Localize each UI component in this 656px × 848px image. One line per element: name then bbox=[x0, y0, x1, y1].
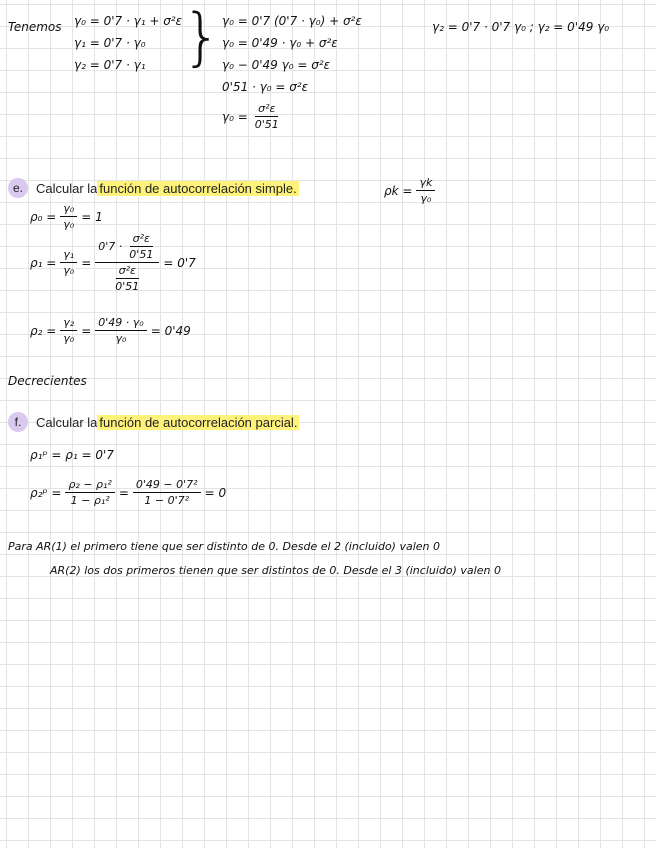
rho1-fraction bbox=[60, 248, 77, 277]
pacf-lag2-num-2: 0'49 − 0'7² bbox=[133, 478, 201, 493]
pacf-lag2-fraction bbox=[65, 478, 114, 507]
section-f-badge: f. bbox=[8, 412, 28, 432]
section-e-title bbox=[8, 178, 299, 198]
rho2-result: = 0'49 bbox=[150, 323, 191, 338]
rho0-equation bbox=[30, 202, 103, 231]
acf-def-lhs: ρk = bbox=[384, 183, 413, 198]
pacf-lag2-den: 1 − ρ₁² bbox=[70, 494, 110, 507]
rho1-result: = 0'7 bbox=[163, 255, 196, 270]
derivation-step-3: γ₀ − 0'49 γ₀ = σ²ε bbox=[222, 58, 331, 72]
acf-conclusion: Decrecientes bbox=[8, 374, 87, 388]
pacf-lag2-fraction-2 bbox=[133, 478, 201, 507]
pacf-lag2-lhs: ρ₂ᵖ = bbox=[30, 485, 62, 500]
gamma0-den: 0'51 bbox=[254, 118, 279, 131]
acf-def-fraction bbox=[416, 176, 435, 205]
rho2-fraction-2 bbox=[95, 316, 146, 345]
gamma0-lhs: γ₀ = bbox=[222, 109, 248, 124]
rho1-compound-fraction bbox=[95, 232, 159, 293]
derivation-steps bbox=[222, 14, 362, 131]
pacf-lag2-equation bbox=[30, 478, 226, 507]
rho1-compound-num bbox=[95, 232, 159, 263]
rho2-den-2: γ₀ bbox=[115, 332, 127, 345]
rho0-den: γ₀ bbox=[63, 218, 75, 231]
rho2-lhs: ρ₂ = bbox=[30, 323, 57, 338]
rho1-den: γ₀ bbox=[63, 264, 75, 277]
rho1-compound-den bbox=[109, 263, 145, 293]
rho1-outer-num: σ²ε bbox=[116, 264, 139, 279]
rho1-inner-factor: 0'7 · bbox=[98, 240, 123, 253]
rho1-inner-den: 0'51 bbox=[129, 248, 154, 261]
pacf-lag2-den-2: 1 − 0'7² bbox=[144, 494, 190, 507]
section-e-title-highlight: función de autocorrelación simple. bbox=[99, 180, 297, 196]
section-e-title-prefix: Calcular la bbox=[36, 180, 98, 196]
system-eq-1: γ₀ = 0'7 · γ₁ + σ²ε bbox=[74, 14, 183, 28]
pacf-lag2-num: ρ₂ − ρ₁² bbox=[65, 478, 114, 493]
gamma0-result bbox=[222, 102, 362, 131]
rho1-inner-fraction bbox=[126, 232, 156, 261]
rho0-result: = 1 bbox=[81, 209, 103, 224]
acf-def-den: γ₀ bbox=[420, 192, 432, 205]
section-f-title bbox=[8, 412, 299, 432]
system-eq-2: γ₁ = 0'7 · γ₀ bbox=[74, 36, 146, 50]
gamma0-fraction bbox=[252, 102, 282, 131]
rho1-equation bbox=[30, 232, 196, 293]
system-eq-3: γ₂ = 0'7 · γ₁ bbox=[74, 58, 146, 72]
note-ar2: AR(2) los dos primeros tienen que ser distintos de 0. Desde el 3 (incluido) valen 0 bbox=[50, 564, 501, 577]
acf-definition bbox=[384, 176, 435, 205]
gamma0-num: σ²ε bbox=[255, 102, 278, 117]
closing-brace: } bbox=[182, 0, 222, 73]
derivation-step-2: γ₀ = 0'49 · γ₀ + σ²ε bbox=[222, 36, 338, 50]
rho0-fraction bbox=[60, 202, 77, 231]
rho2-num-2: 0'49 · γ₀ bbox=[95, 316, 146, 331]
section-f-title-prefix: Calcular la bbox=[36, 414, 98, 430]
pacf-lag1: ρ₁ᵖ = ρ₁ = 0'7 bbox=[30, 448, 114, 462]
rho1-eq: = bbox=[81, 255, 92, 270]
rho1-lhs: ρ₁ = bbox=[30, 255, 57, 270]
rho0-lhs: ρ₀ = bbox=[30, 209, 57, 224]
acf-def-num: γk bbox=[416, 176, 435, 191]
section-f-title-highlight: función de autocorrelación parcial. bbox=[99, 414, 298, 430]
rho0-num: γ₀ bbox=[60, 202, 77, 217]
rho2-num: γ₂ bbox=[60, 316, 77, 331]
rho2-den: γ₀ bbox=[63, 332, 75, 345]
rho2-equation bbox=[30, 316, 191, 345]
rho2-eq: = bbox=[81, 323, 92, 338]
rho1-num: γ₁ bbox=[60, 248, 77, 263]
rho2-fraction bbox=[60, 316, 77, 345]
rho1-outer-fraction bbox=[112, 264, 142, 293]
derivation-step-4: 0'51 · γ₀ = σ²ε bbox=[222, 80, 309, 94]
rho1-inner-num: σ²ε bbox=[130, 232, 153, 247]
pacf-lag2-eq: = bbox=[118, 485, 129, 500]
derivation-step-1: γ₀ = 0'7 (0'7 · γ₀) + σ²ε bbox=[222, 14, 362, 28]
rho1-outer-den: 0'51 bbox=[115, 280, 140, 293]
pacf-lag2-result: = 0 bbox=[204, 485, 227, 500]
gamma2-note: γ₂ = 0'7 · 0'7 γ₀ ; γ₂ = 0'49 γ₀ bbox=[432, 20, 610, 34]
note-ar1: Para AR(1) el primero tiene que ser distinto de 0. Desde el 2 (incluido) valen 0 bbox=[8, 540, 441, 553]
tenemos-label: Tenemos bbox=[8, 20, 62, 34]
section-e-badge: e. bbox=[8, 178, 28, 198]
system-equations bbox=[74, 14, 182, 80]
